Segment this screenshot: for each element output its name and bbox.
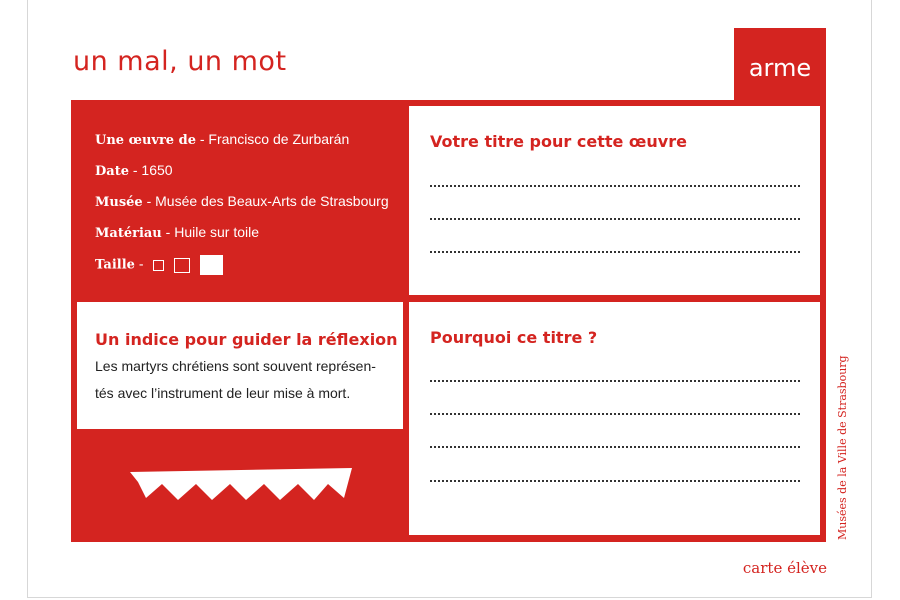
keyword-tag	[734, 28, 826, 104]
answer-line[interactable]	[430, 480, 800, 482]
page-title: un mal, un mot	[73, 46, 287, 77]
size-medium-icon	[174, 258, 190, 273]
size-small-icon	[153, 260, 164, 271]
answer-line[interactable]	[430, 251, 800, 253]
keyword-label: arme	[748, 54, 812, 82]
saw-blade-icon	[130, 468, 352, 504]
info-museum: Musée - Musée des Beaux-Arts de Strasbourg	[95, 193, 389, 210]
info-date: Date - 1650	[95, 162, 173, 179]
answer-line[interactable]	[430, 446, 800, 448]
answer-line[interactable]	[430, 380, 800, 382]
hint-heading: Un indice pour guider la réflexion	[95, 330, 398, 349]
why-box	[409, 302, 820, 535]
answer-line[interactable]	[430, 218, 800, 220]
why-box-heading: Pourquoi ce titre ?	[430, 328, 598, 347]
hint-box	[77, 302, 403, 429]
publisher-label: Musées de la Ville de Strasbourg	[836, 355, 849, 540]
info-material: Matériau - Huile sur toile	[95, 224, 260, 241]
info-artist: Une œuvre de - Francisco de Zurbarán	[95, 131, 350, 148]
answer-line[interactable]	[430, 185, 800, 187]
answer-line[interactable]	[430, 413, 800, 415]
title-box-heading: Votre titre pour cette œuvre	[430, 132, 687, 151]
size-large-icon	[200, 255, 223, 275]
card-type-label: carte élève	[742, 559, 827, 577]
hint-text: Les martyrs chrétiens sont souvent représen- tés avec l’instrument de leur mise à mort.	[95, 358, 376, 401]
info-size: Taille -	[95, 255, 223, 275]
title-box	[409, 106, 820, 295]
